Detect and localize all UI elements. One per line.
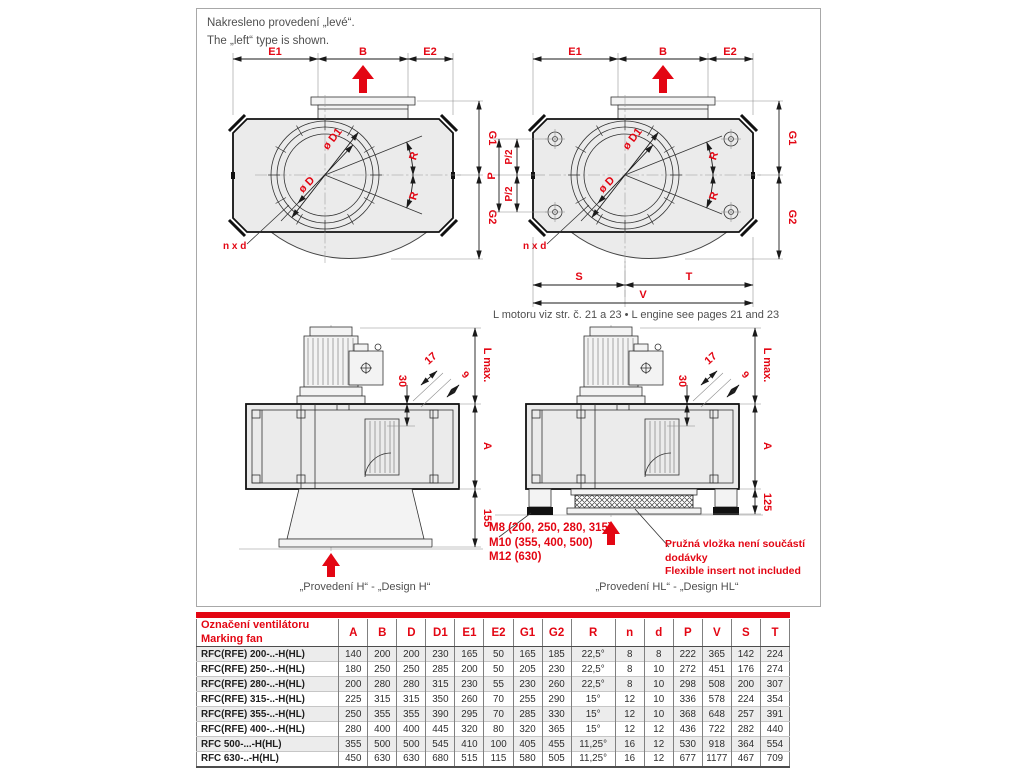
- dim-label-p-half-top: P/2: [504, 149, 515, 165]
- dimension-value: 50: [484, 647, 513, 662]
- volute-scroll: [571, 232, 727, 259]
- terminal-box: [629, 344, 663, 385]
- dimension-value: 445: [426, 722, 455, 737]
- dimension-value: 140: [339, 647, 368, 662]
- dimension-value: 400: [397, 722, 426, 737]
- dim-label-r2: R: [407, 190, 422, 202]
- dimension-value: 677: [673, 752, 702, 767]
- bolt-size-m8: M8 (200, 250, 280, 315): [489, 522, 612, 534]
- outlet-flow-arrow: [352, 65, 374, 93]
- column-header-d: D: [397, 619, 426, 647]
- dim-label-dia-d: ø D: [596, 174, 618, 196]
- dim-label-dia-d: ø D: [296, 174, 318, 196]
- dimension-value: 508: [702, 677, 731, 692]
- dimension-value: 295: [455, 707, 484, 722]
- dimension-value: 250: [339, 707, 368, 722]
- dimension-value: 200: [397, 647, 426, 662]
- fan-type-label: RFC(RFE) 355-..-H(HL): [197, 707, 339, 722]
- drawn-type-note-en: The „left“ type is shown.: [207, 34, 330, 47]
- dimension-value: 8: [615, 677, 644, 692]
- dimension-value: 355: [368, 707, 397, 722]
- dimension-value: 15°: [571, 692, 615, 707]
- dimension-value: 580: [513, 752, 542, 767]
- dimension-value: 250: [368, 662, 397, 677]
- dimension-value: 200: [368, 647, 397, 662]
- dim-label-p-half-bottom: P/2: [504, 186, 515, 202]
- column-header-a: A: [339, 619, 368, 647]
- dimension-value: 12: [644, 722, 673, 737]
- dim-label-dia-d1: ø D1: [320, 126, 345, 153]
- dimension-value: 280: [368, 677, 397, 692]
- dimension-value: 365: [702, 647, 731, 662]
- housing-box: [526, 404, 739, 489]
- dimension-value: 285: [426, 662, 455, 677]
- dimension-value: 630: [397, 752, 426, 767]
- outlet-duct: [311, 97, 415, 119]
- bolt-size-m12: M12 (630): [489, 551, 542, 564]
- dim-label-9: 9: [458, 369, 471, 382]
- dimension-value: 115: [484, 752, 513, 767]
- dimension-value: 15°: [571, 722, 615, 737]
- dimension-value: 257: [731, 707, 760, 722]
- dimension-value: 272: [673, 662, 702, 677]
- dimension-value: 55: [484, 677, 513, 692]
- dimension-value: 70: [484, 707, 513, 722]
- dim-label-125: 125: [761, 492, 773, 512]
- dim-label-g2: G2: [786, 209, 798, 225]
- column-header-b: B: [368, 619, 397, 647]
- dimension-value: 282: [731, 722, 760, 737]
- dimension-value: 680: [426, 752, 455, 767]
- dimension-value: 50: [484, 662, 513, 677]
- dim-label-e2: E2: [723, 46, 737, 58]
- table-row: [197, 677, 790, 692]
- column-header-d: d: [644, 619, 673, 647]
- column-header-v: V: [702, 619, 731, 647]
- table-row: [197, 692, 790, 707]
- fan-type-label: RFC 500-...-H(HL): [197, 737, 339, 752]
- dim-label-17: 17: [422, 350, 440, 368]
- outlet-flow-arrow: [652, 65, 674, 93]
- table-title-en: Marking fan: [201, 632, 263, 645]
- dimension-value: 230: [426, 647, 455, 662]
- fan-type-label: RFC(RFE) 315-..-H(HL): [197, 692, 339, 707]
- dim-label-r1: R: [407, 150, 422, 162]
- dim-label-g1: G1: [486, 130, 498, 146]
- dimension-value: 530: [673, 737, 702, 752]
- dimension-value: 405: [513, 737, 542, 752]
- dim-label-v: V: [639, 289, 647, 301]
- dimension-value: 315: [426, 677, 455, 692]
- dimension-value: 722: [702, 722, 731, 737]
- dimension-value: 260: [542, 677, 571, 692]
- dimension-value: 350: [426, 692, 455, 707]
- dim-label-30: 30: [676, 374, 688, 388]
- column-header-e2: E2: [484, 619, 513, 647]
- table-header-row: [197, 619, 790, 647]
- dimension-value: 451: [702, 662, 731, 677]
- dim-label-30: 30: [396, 374, 408, 388]
- dimension-value: 354: [760, 692, 789, 707]
- dimension-value: 230: [513, 677, 542, 692]
- dimension-value: 500: [397, 737, 426, 752]
- column-header-p: P: [673, 619, 702, 647]
- dimension-value: 355: [397, 707, 426, 722]
- dimension-value: 200: [731, 677, 760, 692]
- dim-label-g2: G2: [486, 209, 498, 225]
- dimension-value: 355: [339, 737, 368, 752]
- flexible-insert: [567, 489, 701, 514]
- dimension-value: 185: [542, 647, 571, 662]
- flexible-insert-note-en: Flexible insert not included: [665, 565, 801, 578]
- dimension-value: 450: [339, 752, 368, 767]
- dimension-value: 70: [484, 692, 513, 707]
- dimension-value: 11,25°: [571, 737, 615, 752]
- outlet-duct: [611, 97, 715, 119]
- dimension-value: 918: [702, 737, 731, 752]
- pedestal-flange: [279, 489, 432, 547]
- dimension-value: 364: [731, 737, 760, 752]
- dimension-value: 648: [702, 707, 731, 722]
- table-row: [197, 707, 790, 722]
- dimension-value: 467: [731, 752, 760, 767]
- dimension-value: 12: [615, 692, 644, 707]
- dimension-value: 200: [455, 662, 484, 677]
- dimension-value: 15°: [571, 707, 615, 722]
- dimension-value: 200: [339, 677, 368, 692]
- dimension-value: 224: [766, 648, 784, 660]
- dim-label-e2: E2: [423, 46, 437, 58]
- dimension-value: 455: [542, 737, 571, 752]
- table-accent-bar: [196, 612, 790, 618]
- dimension-value: 10: [644, 707, 673, 722]
- table-row: [197, 662, 790, 677]
- dimension-value: 222: [673, 647, 702, 662]
- dimension-value: 630: [368, 752, 397, 767]
- dim-label-p: P: [486, 172, 498, 180]
- dimension-value: 8: [644, 647, 673, 662]
- fan-housing: [233, 119, 453, 232]
- dim-label-nxd: n x d: [223, 241, 247, 252]
- dimension-value: 12: [615, 707, 644, 722]
- fan-type-label: RFC 630-..-H(HL): [197, 752, 339, 767]
- dimension-value: 142: [731, 647, 760, 662]
- column-header-d1: D1: [426, 619, 455, 647]
- dim-label-dia-d1: ø D1: [620, 126, 645, 153]
- dim-label-r1: R: [707, 150, 722, 162]
- dimension-value: 176: [731, 662, 760, 677]
- dimension-value: 290: [542, 692, 571, 707]
- dimension-value: 315: [397, 692, 426, 707]
- dimension-value: 500: [368, 737, 397, 752]
- flexible-insert-note: [665, 538, 820, 579]
- dimension-value: 1177: [702, 752, 731, 767]
- table-row: [197, 647, 790, 662]
- dimension-value: 274: [760, 662, 789, 677]
- dimension-value: 22,5°: [571, 647, 615, 662]
- dimension-value: 320: [455, 722, 484, 737]
- dimension-value: 12: [644, 737, 673, 752]
- dimension-value: 230: [455, 677, 484, 692]
- fan-type-label: RFC(RFE) 400-..-H(HL): [197, 722, 339, 737]
- dim-label-b: B: [659, 46, 667, 58]
- dimension-value: 12: [644, 752, 673, 767]
- table-title-cz: Označení ventilátoru: [201, 619, 310, 632]
- dimension-value: 709: [760, 752, 789, 767]
- dim-label-b: B: [359, 46, 367, 58]
- dim-label-lmax: L max.: [761, 347, 773, 383]
- dimension-value: 22,5°: [571, 662, 615, 677]
- dimension-value: 250: [397, 662, 426, 677]
- inlet-flow-arrow: [322, 553, 340, 577]
- terminal-box: [349, 344, 383, 385]
- front-view-h-drawing: [221, 45, 499, 271]
- dim-label-e1: E1: [268, 46, 282, 58]
- table-row: [197, 752, 790, 767]
- dimension-value: 16: [615, 752, 644, 767]
- dim-label-a: A: [761, 442, 773, 450]
- column-header-s: S: [731, 619, 760, 647]
- dimension-value: 368: [673, 707, 702, 722]
- dimension-value: 330: [542, 707, 571, 722]
- dimension-value: 255: [513, 692, 542, 707]
- dimension-value: 315: [368, 692, 397, 707]
- fan-type-label: RFC(RFE) 200-..-H(HL): [197, 647, 339, 662]
- dim-label-155: 155: [481, 508, 493, 528]
- dim-label-lmax: L max.: [481, 347, 493, 383]
- dimension-value: 320: [513, 722, 542, 737]
- dimension-value: 230: [542, 662, 571, 677]
- dimension-table-body: [197, 647, 790, 767]
- dim-label-9: 9: [738, 369, 751, 382]
- dim-label-e1: E1: [568, 46, 582, 58]
- dimension-value: 165: [513, 647, 542, 662]
- dimension-value: 11,25°: [571, 752, 615, 767]
- dimension-value: 280: [397, 677, 426, 692]
- caption-design-hl: „Provedení HL“ - „Design HL“: [595, 581, 739, 593]
- dimension-value: 22,5°: [571, 677, 615, 692]
- caption-design-h: „Provedení H“ - „Design H“: [299, 581, 431, 593]
- column-header-n: n: [615, 619, 644, 647]
- fan-type-label: RFC(RFE) 250-..-H(HL): [197, 662, 339, 677]
- dim-label-17: 17: [702, 350, 720, 368]
- column-header-r: R: [571, 619, 615, 647]
- dim-label-t: T: [685, 271, 693, 283]
- dimension-value: 515: [455, 752, 484, 767]
- dimension-value: 260: [455, 692, 484, 707]
- table-row: [197, 722, 790, 737]
- volute-scroll: [271, 232, 427, 259]
- dimension-value: 436: [673, 722, 702, 737]
- dimension-value: 505: [542, 752, 571, 767]
- dimension-value: 8: [615, 647, 644, 662]
- dimension-value: 100: [484, 737, 513, 752]
- dimension-value: 298: [673, 677, 702, 692]
- table-row: [197, 737, 790, 752]
- dim-label-a: A: [481, 442, 493, 450]
- side-view-h-drawing: [237, 325, 493, 583]
- dimension-value: 391: [760, 707, 789, 722]
- dimension-value: 336: [673, 692, 702, 707]
- dimension-value: 224: [731, 692, 760, 707]
- column-header-t: T: [760, 619, 789, 647]
- fan-type-label: RFC(RFE) 280-..-H(HL): [197, 677, 339, 692]
- dim-label-g1: G1: [786, 130, 798, 146]
- housing-box: [246, 404, 459, 489]
- engine-length-note: L motoru viz str. č. 21 a 23 • L engine see pages 21 and 23: [493, 309, 780, 321]
- fan-housing: [533, 119, 753, 232]
- dimension-value: 10: [644, 692, 673, 707]
- bolt-size-m10: M10 (355, 400, 500): [489, 536, 593, 549]
- drawing-panel: [196, 8, 821, 607]
- dimension-value: 205: [513, 662, 542, 677]
- dimension-value: 10: [644, 677, 673, 692]
- drawn-type-note-cz: Nakresleno provedení „levé“.: [207, 17, 355, 29]
- dimension-value: 180: [339, 662, 368, 677]
- dimension-value: 285: [513, 707, 542, 722]
- dimension-value: 545: [426, 737, 455, 752]
- dimension-value: 16: [615, 737, 644, 752]
- dimension-value: 307: [760, 677, 789, 692]
- dimension-value: 165: [455, 647, 484, 662]
- dimension-value: 578: [702, 692, 731, 707]
- table-title: [197, 619, 339, 647]
- dimension-value: 80: [484, 722, 513, 737]
- dim-label-s: S: [575, 271, 583, 283]
- dimension-value: 225: [339, 692, 368, 707]
- dimension-value: 440: [760, 722, 789, 737]
- dimension-value: 8: [615, 662, 644, 677]
- dimension-table: [196, 612, 790, 768]
- column-header-e1: E1: [455, 619, 484, 647]
- dimension-value: 554: [760, 737, 789, 752]
- dimension-value: 12: [615, 722, 644, 737]
- front-view-mounting-drawing: [485, 45, 797, 317]
- bolt-size-note: [489, 521, 612, 565]
- dimension-value: 400: [368, 722, 397, 737]
- dimension-value: 390: [426, 707, 455, 722]
- dim-label-nxd: n x d: [523, 241, 547, 252]
- column-header-g1: G1: [513, 619, 542, 647]
- dimension-value: 410: [455, 737, 484, 752]
- column-header-g2: G2: [542, 619, 571, 647]
- dimension-value: 365: [542, 722, 571, 737]
- dimension-value: 280: [339, 722, 368, 737]
- flexible-insert-note-cz: Pružná vložka není součástí dodávky: [665, 538, 806, 564]
- dimension-value: 10: [644, 662, 673, 677]
- dim-label-r2: R: [707, 190, 722, 202]
